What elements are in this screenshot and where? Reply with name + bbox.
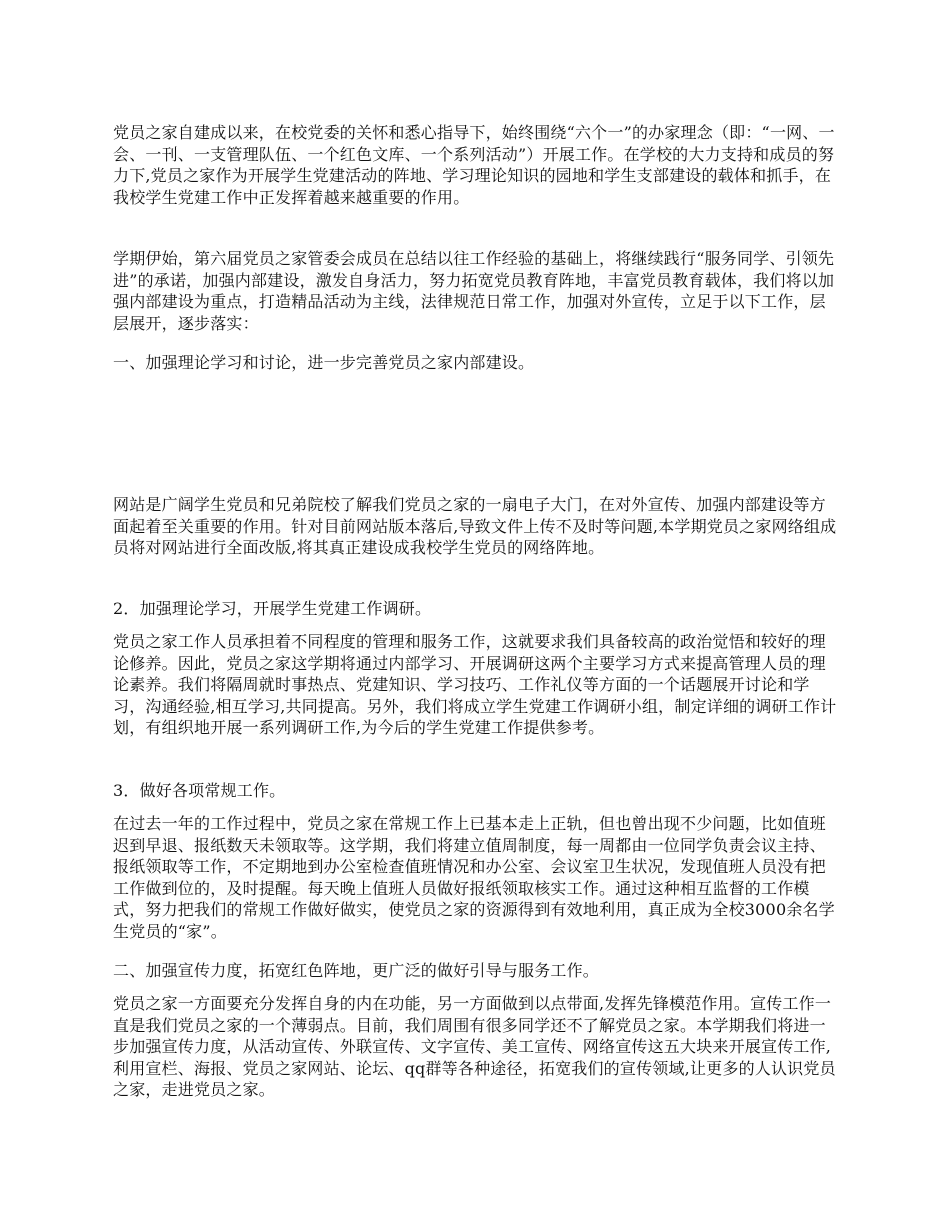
paragraph-study: 党员之家工作人员承担着不同程度的管理和服务工作，这就要求我们具备较高的政治觉悟和较好的理论修养。因此，党员之家这学期将通过内部学习、开展调研这两个主要学习方式来提高管理人员的理论素养。我们将隔周就时事热点、党建知识、学习技巧、工作礼仪等方面的一个话题展开讨论和学习，沟通经验,相互学习,共同提高。另外，我们将成立学生党建工作调研小组，制定详细的调研工作计划，有组织地开展一系列调研工作,为今后的学生党建工作提供参考。 [113, 632, 837, 737]
subheading-3: 3．做好各项常规工作。 [113, 781, 286, 800]
section-heading-2: 二、加强宣传力度，拓宽红色阵地，更广泛的做好引导与服务工作。 [113, 961, 600, 980]
paragraph-intro: 党员之家自建成以来，在校党委的关怀和悉心指导下，始终围绕“六个一”的办家理念（即：“一网、一会、一刊、一支管理队伍、一个红色文库、一个系列活动”）开展工作。在学校的大力支持和成员的努力下,党员之家作为开展学生党建活动的阵地、学习理论知识的园地和学生支部建设的载体和抓手，在我校学生党建工作中正发挥着越来越重要的作用。 [113, 123, 835, 207]
paragraph-website: 网站是广阔学生党员和兄弟院校了解我们党员之家的一扇电子大门，在对外宣传、加强内部建设等方面起着至关重要的作用。针对目前网站版本落后,导致文件上传不及时等问题,本学期党员之家网络组成员将对网站进行全面改版,将其真正建设成我校学生党员的网络阵地。 [113, 495, 837, 557]
subheading-2: 2．加强理论学习，开展学生党建工作调研。 [113, 599, 432, 618]
paragraph-routine-work: 在过去一年的工作过程中，党员之家在常规工作上已基本走上正轨，但也曾出现不少问题，比如值班迟到早退、报纸数天未领取等。这学期，我们将建立值周制度，每一周都由一位同学负责会议主持、报纸领取等工作，不定期地到办公室检查值班情况和办公室、会议室卫生状况，发现值班人员没有把工作做到位的，及时提醒。每天晚上值班人员做好报纸领取核实工作。通过这种相互监督的工作模式，努力把我们的常规工作做好做实，使党员之家的资源得到有效地利用，真正成为全校3000余名学生党员的“家”。 [113, 814, 835, 941]
paragraph-publicity: 党员之家一方面要充分发挥自身的内在功能，另一方面做到以点带面,发挥先锋模范作用。宣传工作一直是我们党员之家的一个薄弱点。目前，我们周围有很多同学还不了解党员之家。本学期我们将进一步加强宣传力度，从活动宣传、外联宣传、文字宣传、美工宣传、网络宣传这五大块来开展宣传工作,利用宣栏、海报、党员之家网站、论坛、qq群等各种途径，拓宽我们的宣传领域,让更多的人认识党员之家，走进党员之家。 [113, 994, 836, 1099]
section-heading-1: 一、加强理论学习和讨论，进一步完善党员之家内部建设。 [113, 353, 535, 372]
paragraph-semester-plan: 学期伊始，第六届党员之家管委会成员在总结以往工作经验的基础上，将继续践行“服务同学、引领先进”的承诺，加强内部建设，激发自身活力，努力拓宽党员教育阵地，丰富党员教育载体，我们将以加强内部建设为重点，打造精品活动为主线，法律规范日常工作，加强对外宣传，立足于以下工作，层层展开，逐步落实： [113, 249, 835, 333]
